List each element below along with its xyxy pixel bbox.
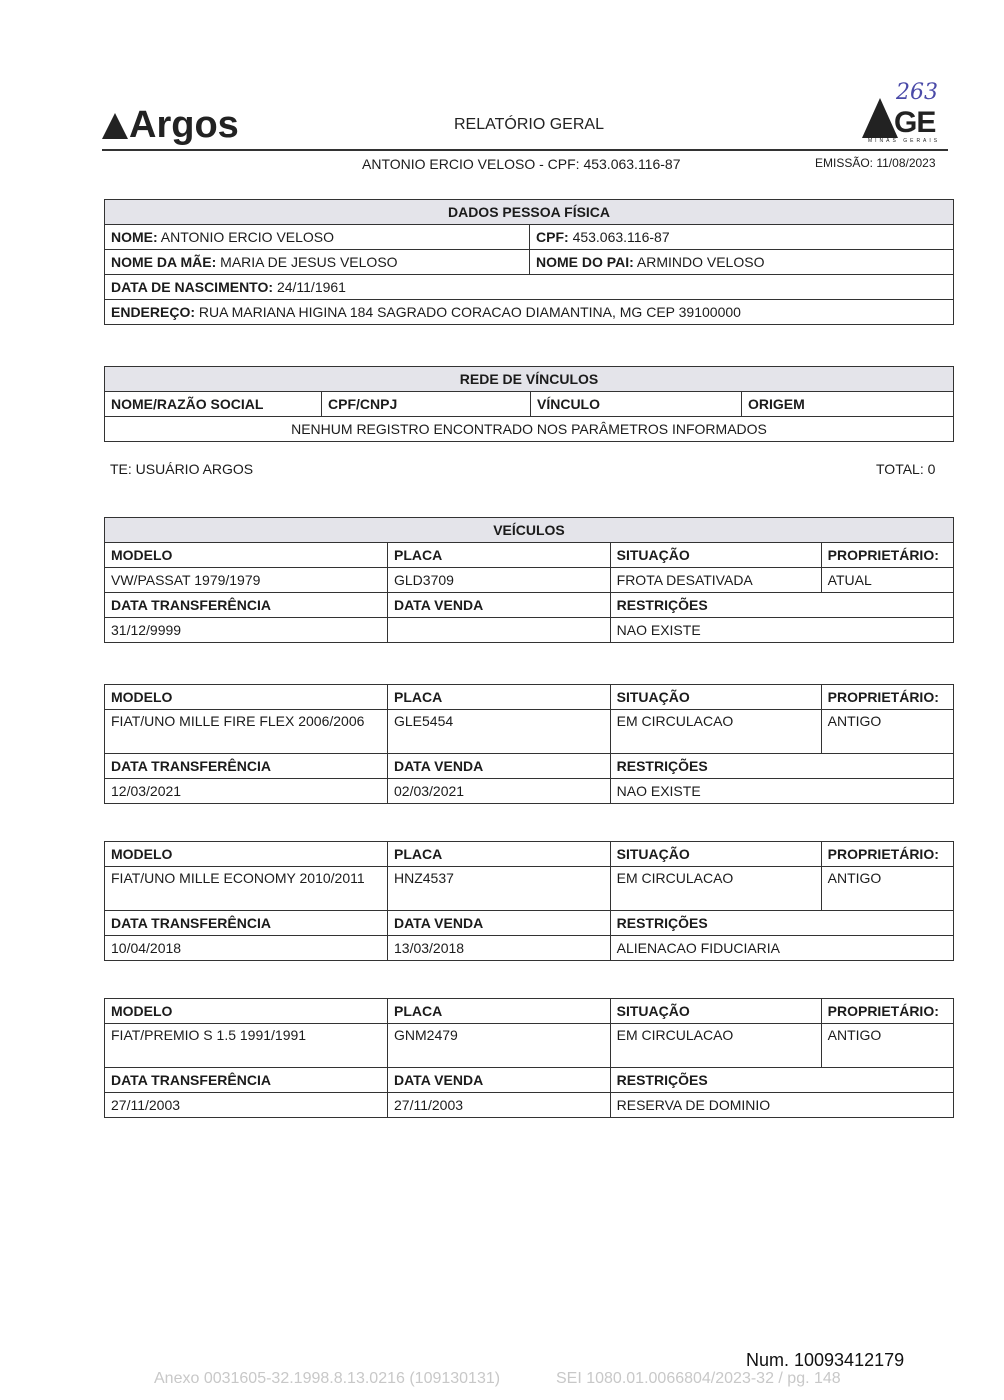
vehicle-data-venda: 02/03/2021 (388, 779, 611, 804)
col-situacao: SITUAÇÃO (610, 999, 821, 1024)
veiculos-heading: VEÍCULOS (105, 518, 954, 543)
vehicle-situacao: EM CIRCULACAO (610, 710, 821, 754)
col-proprietario: PROPRIETÁRIO: (821, 999, 953, 1024)
col-restricoes: RESTRIÇÕES (610, 1068, 953, 1093)
vehicle-placa: HNZ4537 (388, 867, 611, 911)
age-logo (862, 98, 944, 150)
vehicle-restricoes: RESERVA DE DOMINIO (610, 1093, 953, 1118)
col-vinculo: VÍNCULO (531, 392, 742, 417)
col-placa: PLACA (388, 842, 611, 867)
col-data-transferencia: DATA TRANSFERÊNCIA (105, 911, 388, 936)
col-modelo: MODELO (105, 999, 388, 1024)
vehicle-placa: GLE5454 (388, 710, 611, 754)
age-logo-text: GE (894, 106, 936, 139)
col-proprietario: PROPRIETÁRIO: (821, 842, 953, 867)
vehicle-modelo: VW/PASSAT 1979/1979 (105, 568, 388, 593)
emission-date: EMISSÃO: 11/08/2023 (815, 156, 936, 170)
col-data-venda: DATA VENDA (388, 1068, 611, 1093)
col-data-venda: DATA VENDA (388, 593, 611, 618)
document-number: Num. 10093412179 (746, 1350, 905, 1370)
vehicle-data-transferencia: 31/12/9999 (105, 618, 388, 643)
vehicle-restricoes: NAO EXISTE (610, 779, 953, 804)
vehicle-restricoes: NAO EXISTE (610, 618, 953, 643)
col-situacao: SITUAÇÃO (610, 842, 821, 867)
handwritten-page-number: 263 (896, 80, 938, 105)
vehicle-data-venda: 13/03/2018 (388, 936, 611, 961)
dados-pessoa-table (104, 199, 954, 325)
col-situacao: SITUAÇÃO (610, 543, 821, 568)
col-proprietario: PROPRIETÁRIO: (821, 543, 953, 568)
col-nome-razao: NOME/RAZÃO SOCIAL (105, 392, 322, 417)
vehicle-table (104, 517, 954, 643)
vehicle-data-transferencia: 10/04/2018 (105, 936, 388, 961)
person-line: ANTONIO ERCIO VELOSO - CPF: 453.063.116-87 (362, 156, 681, 172)
col-cpf-cnpj: CPF/CNPJ (322, 392, 531, 417)
vehicle-proprietario: ANTIGO (821, 867, 953, 911)
col-origem: ORIGEM (742, 392, 954, 417)
vehicle-table (104, 684, 954, 804)
vehicle-data-venda (388, 618, 611, 643)
col-data-transferencia: DATA TRANSFERÊNCIA (105, 1068, 388, 1093)
col-restricoes: RESTRIÇÕES (610, 754, 953, 779)
age-logo-sub: MINAS GERAIS (868, 138, 941, 144)
col-proprietario: PROPRIETÁRIO: (821, 685, 953, 710)
total-label: TOTAL: 0 (876, 461, 936, 477)
col-restricoes: RESTRIÇÕES (610, 911, 953, 936)
vehicle-placa: GLD3709 (388, 568, 611, 593)
vehicle-situacao: EM CIRCULACAO (610, 1024, 821, 1068)
vehicle-modelo: FIAT/UNO MILLE FIRE FLEX 2006/2006 (105, 710, 388, 754)
vehicle-proprietario: ATUAL (821, 568, 953, 593)
dados-heading: DADOS PESSOA FÍSICA (105, 200, 954, 225)
vehicle-data-transferencia: 12/03/2021 (105, 779, 388, 804)
triangle-logo-icon (102, 113, 128, 139)
pai-cell: NOME DO PAI: ARMINDO VELOSO (530, 250, 954, 275)
vehicle-data-transferencia: 27/11/2003 (105, 1093, 388, 1118)
col-placa: PLACA (388, 685, 611, 710)
vehicle-proprietario: ANTIGO (821, 1024, 953, 1068)
vehicle-data-venda: 27/11/2003 (388, 1093, 611, 1118)
vehicle-placa: GNM2479 (388, 1024, 611, 1068)
rede-heading: REDE DE VÍNCULOS (105, 367, 954, 392)
anexo-stamp: Anexo 0031605-32.1998.8.13.0216 (109130131) (154, 1370, 501, 1387)
pyramid-logo-icon (862, 98, 898, 138)
col-data-venda: DATA VENDA (388, 911, 611, 936)
col-modelo: MODELO (105, 842, 388, 867)
vehicle-modelo: FIAT/UNO MILLE ECONOMY 2010/2011 (105, 867, 388, 911)
argos-logo: Argos (102, 104, 239, 147)
col-data-venda: DATA VENDA (388, 754, 611, 779)
vehicle-table (104, 841, 954, 961)
cpf-cell: CPF: 453.063.116-87 (530, 225, 954, 250)
vehicle-situacao: EM CIRCULACAO (610, 867, 821, 911)
rede-vinculos-table (104, 366, 954, 442)
col-placa: PLACA (388, 543, 611, 568)
mae-cell: NOME DA MÃE: MARIA DE JESUS VELOSO (105, 250, 530, 275)
col-data-transferencia: DATA TRANSFERÊNCIA (105, 754, 388, 779)
vehicle-table (104, 998, 954, 1118)
source-label: TE: USUÁRIO ARGOS (110, 461, 254, 477)
col-placa: PLACA (388, 999, 611, 1024)
sei-stamp: SEI 1080.01.0066804/2023-32 / pg. 148 (556, 1370, 841, 1387)
vehicle-modelo: FIAT/PREMIO S 1.5 1991/1991 (105, 1024, 388, 1068)
col-situacao: SITUAÇÃO (610, 685, 821, 710)
col-restricoes: RESTRIÇÕES (610, 593, 953, 618)
endereco-cell: ENDEREÇO: RUA MARIANA HIGINA 184 SAGRADO CORACAO DIAMANTINA, MG CEP 39100000 (105, 300, 954, 325)
col-modelo: MODELO (105, 543, 388, 568)
nome-cell: NOME: ANTONIO ERCIO VELOSO (105, 225, 530, 250)
col-modelo: MODELO (105, 685, 388, 710)
report-title: RELATÓRIO GERAL (454, 116, 604, 133)
vehicle-situacao: FROTA DESATIVADA (610, 568, 821, 593)
nascimento-cell: DATA DE NASCIMENTO: 24/11/1961 (105, 275, 954, 300)
vehicle-proprietario: ANTIGO (821, 710, 953, 754)
vehicle-restricoes: ALIENACAO FIDUCIARIA (610, 936, 953, 961)
header-divider (102, 149, 948, 151)
rede-empty-message: NENHUM REGISTRO ENCONTRADO NOS PARÂMETROS INFORMADOS (105, 417, 954, 442)
col-data-transferencia: DATA TRANSFERÊNCIA (105, 593, 388, 618)
